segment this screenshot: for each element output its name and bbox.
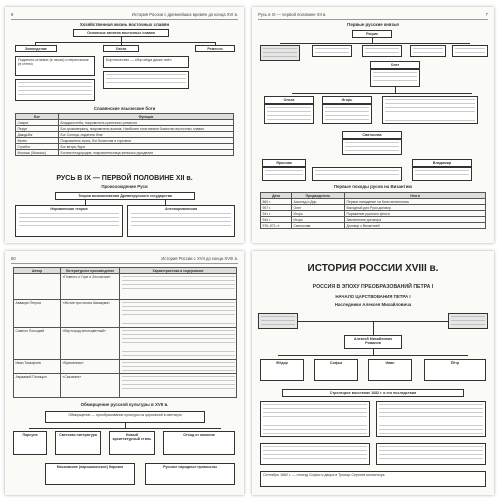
page-6 bbox=[5, 7, 244, 243]
cell-author: Симеон Полоцкий bbox=[14, 328, 61, 360]
text-lines bbox=[315, 48, 349, 54]
connector bbox=[29, 428, 221, 429]
text-lines bbox=[106, 74, 186, 86]
connector bbox=[35, 42, 215, 43]
canon-box: Отход от канонов bbox=[163, 431, 235, 455]
god-name: Стрибог bbox=[16, 144, 59, 150]
text-lines bbox=[122, 330, 235, 359]
cell-desc bbox=[120, 328, 237, 360]
section-title: РУСЬ В IX — ПЕРВОЙ ПОЛОВИНЕ XII в. bbox=[56, 175, 193, 182]
gods-table bbox=[15, 113, 234, 156]
normanist-box bbox=[15, 205, 123, 237]
vladimir-box: Владимир bbox=[412, 159, 472, 167]
section-title: РОССИЯ В ЭПОХУ ПРЕОБРАЗОВАНИЙ ПЕТРА I bbox=[312, 284, 434, 290]
chapter-title: ИСТОРИЯ РОССИИ XVIII в. bbox=[307, 263, 439, 274]
note-box bbox=[376, 401, 486, 437]
text-lines bbox=[122, 362, 235, 373]
column-header: Итоги bbox=[345, 193, 486, 199]
god-name: Даждьбог bbox=[16, 132, 59, 138]
heir-box-fedor bbox=[260, 359, 304, 381]
prince-box bbox=[452, 45, 488, 57]
cell-result: Первое нападение на Константинополь bbox=[345, 199, 486, 205]
heir-box-ivan bbox=[368, 359, 412, 381]
oleg-box: Олег bbox=[370, 61, 420, 69]
column-header: Предводитель bbox=[292, 193, 345, 199]
table-row bbox=[14, 374, 237, 398]
page-51 bbox=[252, 251, 494, 495]
connector bbox=[280, 43, 470, 44]
cell-leader: Игорь bbox=[292, 211, 345, 217]
cell-date: 970–971 гг. bbox=[261, 223, 292, 229]
text-lines bbox=[265, 170, 303, 178]
text-lines bbox=[131, 213, 231, 234]
cell-date: 944 г. bbox=[261, 217, 292, 223]
table-row bbox=[14, 300, 237, 328]
crafts-box: Русские народные промыслы bbox=[145, 463, 235, 485]
table-row bbox=[16, 150, 234, 156]
note-box bbox=[260, 401, 370, 437]
text-lines bbox=[325, 107, 369, 121]
farming-box: Земледелие bbox=[15, 45, 57, 52]
page-number: 50 bbox=[11, 256, 16, 261]
antinormanist-box bbox=[127, 205, 235, 237]
cell-work: «Вертоград многоцветный» bbox=[61, 328, 120, 360]
god-desc: Покровитель скота, бог богатства и торговли bbox=[59, 138, 234, 144]
heir-box-peter bbox=[424, 359, 486, 381]
parsuna-box: Парсуна bbox=[13, 431, 47, 455]
table-row bbox=[14, 360, 237, 374]
prince-box bbox=[312, 45, 352, 57]
god-name: Велес bbox=[16, 138, 59, 144]
text-lines bbox=[379, 446, 483, 462]
literature-table bbox=[13, 267, 237, 398]
column-header: Дата bbox=[261, 193, 292, 199]
column-header: Функции bbox=[59, 114, 234, 120]
cell-result: Заключение договора bbox=[345, 217, 486, 223]
page-7 bbox=[252, 7, 494, 243]
svyatoslav-box: Святослав bbox=[342, 131, 402, 139]
heir-name: Иван bbox=[385, 361, 395, 365]
oleg-note bbox=[370, 69, 420, 87]
cell-date: 907 г. bbox=[261, 205, 292, 211]
svyatoslav-note bbox=[342, 139, 402, 155]
cell-work: «Временник» bbox=[61, 360, 120, 374]
normanist-title: Норманнская теория bbox=[50, 207, 88, 211]
prince-box bbox=[410, 45, 446, 57]
note-box bbox=[312, 167, 402, 181]
text-lines bbox=[413, 48, 443, 54]
text-lines bbox=[122, 376, 235, 397]
cell-leader: Олег bbox=[292, 205, 345, 211]
cell-date: 860 г. bbox=[261, 199, 292, 205]
column-header: Бог bbox=[16, 114, 59, 120]
running-title: Русь в IX — первой половине XII в. bbox=[258, 12, 327, 17]
page-number: 7 bbox=[485, 12, 488, 17]
cell-author: Иван Тимофеев bbox=[14, 360, 61, 374]
column-header: Литературное произведение bbox=[61, 268, 120, 274]
text-lines bbox=[451, 316, 485, 326]
cell-author: Авраамий Палицын bbox=[14, 374, 61, 398]
connector bbox=[292, 93, 472, 94]
text-box bbox=[103, 71, 189, 89]
yaropolk-box: Ярослав bbox=[262, 159, 306, 167]
note-box bbox=[262, 167, 306, 181]
farming-note: Подсечно-огневое (в лесах) и переложное (в степи) bbox=[15, 56, 95, 76]
heir-name: Софья bbox=[329, 361, 343, 365]
table-title: Первые походы русов на Византию bbox=[333, 184, 413, 189]
page-50 bbox=[5, 251, 244, 495]
rebellion-box: Стрелецкое восстание 1682 г. и его последствия bbox=[282, 389, 464, 397]
footer-note: Сентябрь 1682 г. — отъезд Софьи и двора в Троице-Сергиев монастырь bbox=[263, 473, 385, 477]
text-lines bbox=[122, 276, 235, 297]
subtitle: НАЧАЛО ЦАРСТВОВАНИЯ ПЕТРА I bbox=[335, 294, 411, 299]
text-lines bbox=[263, 446, 367, 462]
god-desc: Бог ветра, бури bbox=[59, 144, 234, 150]
fisheries-note: Бортничество — сбор мёда диких пчёл bbox=[103, 56, 189, 68]
subsection-title: Происхождение Руси bbox=[101, 184, 148, 189]
scheme-title: Хозяйственная жизнь восточных славян bbox=[79, 22, 170, 27]
cell-work: «Сказание» bbox=[61, 374, 120, 398]
god-name: Мокошь (Мокошь) bbox=[16, 150, 59, 156]
gods-table-title: Славянские языческие боги bbox=[93, 106, 156, 111]
cell-author bbox=[14, 274, 61, 300]
connector bbox=[278, 355, 468, 356]
crafts-box: Ремесло bbox=[195, 45, 235, 52]
igor-note bbox=[322, 104, 372, 124]
cell-result: Поражение русского флота bbox=[345, 211, 486, 217]
first-wife-box bbox=[258, 313, 298, 329]
occupations-box: Основные занятия восточных славян bbox=[73, 29, 169, 37]
table-row bbox=[261, 223, 486, 229]
running-title: История России с XVII до конца XVIII в. bbox=[161, 256, 238, 261]
cell-work: «Житие протопопа Аввакума» bbox=[61, 300, 120, 328]
cell-desc bbox=[120, 374, 237, 398]
note-box bbox=[382, 96, 478, 124]
note-box bbox=[412, 167, 472, 181]
running-title: История России с древнейших времён до конца XVI в. bbox=[131, 12, 238, 17]
text-lines bbox=[379, 404, 483, 434]
heir-name: Фёдор bbox=[276, 361, 288, 365]
scheme-title: Первые русские князья bbox=[347, 22, 399, 27]
heir-box-sofia bbox=[314, 359, 358, 381]
rurik-box: Рюрик bbox=[352, 30, 392, 38]
page-header bbox=[11, 11, 238, 20]
antinormanist-title: Антинорманнская bbox=[164, 207, 198, 211]
literature-box: Светская литература bbox=[55, 431, 101, 455]
cell-desc bbox=[120, 274, 237, 300]
connector bbox=[373, 321, 374, 335]
hunting-box: Охота bbox=[103, 45, 139, 52]
tsar-box: Алексей Михайлович Романов bbox=[344, 335, 402, 349]
footer-note-box bbox=[260, 471, 486, 487]
heir-name: Пётр bbox=[450, 361, 460, 365]
cell-leader: Аскольд и Дир bbox=[292, 199, 345, 205]
campaigns-table bbox=[260, 192, 486, 229]
text-lines bbox=[19, 213, 119, 234]
olga-box: Ольга bbox=[264, 96, 314, 104]
column-header: Характеристика и содержание bbox=[120, 268, 237, 274]
column-header: Автор bbox=[14, 268, 61, 274]
architecture-box: Новый архитектурный стиль bbox=[109, 431, 155, 455]
page-header bbox=[11, 255, 238, 264]
text-lines bbox=[365, 48, 399, 54]
secularization-box: Обмирщение — преобразование культуры из церковной в светскую bbox=[45, 411, 205, 423]
igor-box: Игорь bbox=[322, 96, 372, 104]
prince-box bbox=[260, 45, 300, 61]
text-lines bbox=[18, 82, 92, 98]
god-name: Сварог bbox=[16, 120, 59, 126]
text-lines bbox=[315, 170, 399, 178]
cell-result: Выгодный для Руси договор bbox=[345, 205, 486, 211]
culture-title: Обмирщение русской культуры в XVII в. bbox=[80, 402, 169, 407]
cell-author: Аввакум Петров bbox=[14, 300, 61, 328]
text-lines bbox=[455, 48, 485, 54]
page-header bbox=[258, 11, 488, 20]
second-wife-box bbox=[448, 313, 488, 329]
theories-box: Теории возникновения Древнерусского государства bbox=[55, 192, 195, 200]
page-number: 6 bbox=[11, 12, 14, 17]
text-lines bbox=[415, 170, 469, 178]
text-lines bbox=[263, 48, 297, 58]
table-row bbox=[14, 328, 237, 360]
cell-desc bbox=[120, 360, 237, 374]
note-box bbox=[376, 443, 486, 465]
cell-leader: Игорь bbox=[292, 217, 345, 223]
text-lines bbox=[122, 302, 235, 327]
text-lines bbox=[345, 142, 399, 152]
text-lines bbox=[267, 107, 311, 121]
god-desc: Богиня плодородия, покровительница женского рукоделия bbox=[59, 150, 234, 156]
cell-result: Договор с Византией bbox=[345, 223, 486, 229]
note-box bbox=[260, 443, 370, 465]
god-name: Перун bbox=[16, 126, 59, 132]
text-lines bbox=[385, 99, 475, 121]
text-lines bbox=[263, 404, 367, 434]
text-lines bbox=[373, 72, 417, 84]
god-desc: Владыка неба, покровитель кузнечного ремесла bbox=[59, 120, 234, 126]
text-box bbox=[15, 79, 95, 101]
table-row bbox=[14, 274, 237, 300]
olga-note bbox=[264, 104, 314, 124]
text-lines bbox=[261, 316, 295, 326]
god-desc: Бог-громовержец, покровитель воинов. Наиболее почитаемое божество восточных славян bbox=[59, 126, 234, 132]
cell-desc bbox=[120, 300, 237, 328]
cell-date: 941 г. bbox=[261, 211, 292, 217]
baroque-box: Московское (нарышкинское) барокко bbox=[45, 463, 135, 485]
prince-box bbox=[362, 45, 402, 57]
cell-leader: Святослав bbox=[292, 223, 345, 229]
god-desc: Бог Солнца, податель благ bbox=[59, 132, 234, 138]
cell-work: «Повесть о Горе и Злочастии» bbox=[61, 274, 120, 300]
heirs-title: Наследники Алексея Михайловича bbox=[334, 302, 412, 307]
